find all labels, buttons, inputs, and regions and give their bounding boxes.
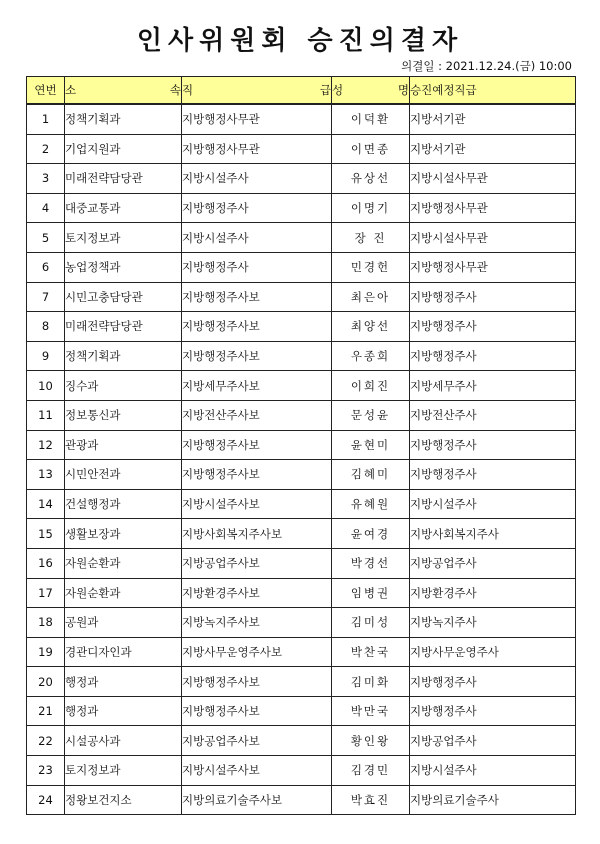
row-dept: 토지정보과	[65, 223, 182, 253]
row-grade: 지방시설주사보	[182, 756, 332, 786]
row-promo: 지방공업주사	[410, 726, 576, 756]
row-dept: 행정과	[65, 696, 182, 726]
row-dept: 징수과	[65, 371, 182, 401]
table-row	[27, 134, 576, 164]
header-name: 성 명	[332, 77, 410, 105]
row-dept: 시민고충담당관	[65, 282, 182, 312]
row-number: 4	[27, 193, 65, 223]
row-promo: 지방행정주사	[410, 696, 576, 726]
header-no: 연번	[27, 77, 65, 105]
row-grade: 지방사무운영주사보	[182, 637, 332, 667]
row-dept: 자원순환과	[65, 548, 182, 578]
table-row	[27, 667, 576, 697]
row-promo: 지방시설주사	[410, 489, 576, 519]
row-number: 9	[27, 341, 65, 371]
row-grade: 지방전산주사보	[182, 400, 332, 430]
table-row	[27, 400, 576, 430]
row-number: 11	[27, 400, 65, 430]
promotion-table	[26, 76, 576, 815]
row-number: 23	[27, 756, 65, 786]
row-promo: 지방서기관	[410, 104, 576, 134]
row-grade: 지방행정주사	[182, 193, 332, 223]
row-promo: 지방사무운영주사	[410, 637, 576, 667]
row-grade: 지방행정주사보	[182, 312, 332, 342]
row-grade: 지방의료기술주사보	[182, 785, 332, 815]
row-dept: 생활보장과	[65, 519, 182, 549]
row-name: 박효진	[332, 785, 410, 815]
row-grade: 지방시설주사	[182, 164, 332, 194]
resolution-date: 의결일 : 2021.12.24.(금) 10:00	[401, 59, 572, 73]
page-title: 인사위원회 승진의결자	[136, 26, 464, 56]
row-name: 이명기	[332, 193, 410, 223]
row-grade: 지방시설주사	[182, 223, 332, 253]
table-row	[27, 164, 576, 194]
row-number: 1	[27, 104, 65, 134]
row-promo: 지방시설사무관	[410, 223, 576, 253]
header-dept: 소 속	[65, 77, 182, 105]
table-row	[27, 785, 576, 815]
row-promo: 지방행정주사	[410, 667, 576, 697]
row-name: 유상선	[332, 164, 410, 194]
row-name: 민경헌	[332, 252, 410, 282]
row-dept: 관광과	[65, 430, 182, 460]
row-name: 김혜미	[332, 460, 410, 490]
row-number: 21	[27, 696, 65, 726]
table-row	[27, 341, 576, 371]
row-promo: 지방서기관	[410, 134, 576, 164]
row-number: 20	[27, 667, 65, 697]
table-row	[27, 223, 576, 253]
table-row	[27, 756, 576, 786]
row-dept: 대중교통과	[65, 193, 182, 223]
table-row	[27, 489, 576, 519]
row-grade: 지방시설주사보	[182, 489, 332, 519]
row-promo: 지방전산주사	[410, 400, 576, 430]
table-row	[27, 696, 576, 726]
row-grade: 지방행정주사보	[182, 460, 332, 490]
row-number: 14	[27, 489, 65, 519]
row-name: 장 진	[332, 223, 410, 253]
row-number: 17	[27, 578, 65, 608]
row-dept: 토지정보과	[65, 756, 182, 786]
row-dept: 건설행정과	[65, 489, 182, 519]
row-number: 12	[27, 430, 65, 460]
row-dept: 미래전략담당관	[65, 312, 182, 342]
row-promo: 지방행정주사	[410, 282, 576, 312]
row-grade: 지방행정주사보	[182, 696, 332, 726]
row-number: 7	[27, 282, 65, 312]
table-row	[27, 548, 576, 578]
row-dept: 공원과	[65, 608, 182, 638]
table-row	[27, 282, 576, 312]
row-promo: 지방녹지주사	[410, 608, 576, 638]
table-row	[27, 252, 576, 282]
row-grade: 지방행정주사	[182, 252, 332, 282]
row-promo: 지방행정주사	[410, 460, 576, 490]
row-number: 6	[27, 252, 65, 282]
row-grade: 지방사회복지주사보	[182, 519, 332, 549]
row-grade: 지방공업주사보	[182, 548, 332, 578]
row-number: 3	[27, 164, 65, 194]
header-promo: 승진예정직급	[410, 77, 576, 105]
row-promo: 지방행정주사	[410, 341, 576, 371]
row-name: 최은아	[332, 282, 410, 312]
row-number: 16	[27, 548, 65, 578]
row-grade: 지방세무주사보	[182, 371, 332, 401]
table-row	[27, 371, 576, 401]
row-number: 22	[27, 726, 65, 756]
row-name: 박찬국	[332, 637, 410, 667]
table-row	[27, 637, 576, 667]
row-name: 박경선	[332, 548, 410, 578]
row-dept: 시민안전과	[65, 460, 182, 490]
row-dept: 미래전략담당관	[65, 164, 182, 194]
row-promo: 지방사회복지주사	[410, 519, 576, 549]
row-number: 15	[27, 519, 65, 549]
row-number: 2	[27, 134, 65, 164]
table-row	[27, 726, 576, 756]
table-row	[27, 312, 576, 342]
row-name: 황인왕	[332, 726, 410, 756]
row-dept: 시설공사과	[65, 726, 182, 756]
row-dept: 행정과	[65, 667, 182, 697]
row-name: 윤현미	[332, 430, 410, 460]
row-grade: 지방행정사무관	[182, 104, 332, 134]
row-promo: 지방행정사무관	[410, 252, 576, 282]
row-promo: 지방시설주사	[410, 756, 576, 786]
row-number: 8	[27, 312, 65, 342]
row-name: 김경민	[332, 756, 410, 786]
row-dept: 정책기획과	[65, 104, 182, 134]
row-number: 18	[27, 608, 65, 638]
row-grade: 지방공업주사보	[182, 726, 332, 756]
row-number: 19	[27, 637, 65, 667]
row-promo: 지방공업주사	[410, 548, 576, 578]
row-name: 이면종	[332, 134, 410, 164]
row-name: 김미성	[332, 608, 410, 638]
row-grade: 지방행정주사보	[182, 282, 332, 312]
row-dept: 기업지원과	[65, 134, 182, 164]
row-dept: 정왕보건지소	[65, 785, 182, 815]
row-dept: 경관디자인과	[65, 637, 182, 667]
row-dept: 농업정책과	[65, 252, 182, 282]
table-body	[27, 104, 576, 815]
row-promo: 지방행정주사	[410, 312, 576, 342]
row-name: 문성윤	[332, 400, 410, 430]
table-row	[27, 430, 576, 460]
row-grade: 지방녹지주사보	[182, 608, 332, 638]
row-grade: 지방행정주사보	[182, 667, 332, 697]
row-grade: 지방환경주사보	[182, 578, 332, 608]
table-row	[27, 460, 576, 490]
table-header-row	[27, 77, 576, 105]
row-name: 박만국	[332, 696, 410, 726]
table-row	[27, 608, 576, 638]
row-name: 유혜원	[332, 489, 410, 519]
row-promo: 지방의료기술주사	[410, 785, 576, 815]
row-grade: 지방행정사무관	[182, 134, 332, 164]
row-dept: 자원순환과	[65, 578, 182, 608]
table-row	[27, 519, 576, 549]
row-number: 10	[27, 371, 65, 401]
row-promo: 지방환경주사	[410, 578, 576, 608]
row-grade: 지방행정주사보	[182, 341, 332, 371]
table-row	[27, 104, 576, 134]
row-name: 이희진	[332, 371, 410, 401]
row-promo: 지방행정주사	[410, 430, 576, 460]
row-number: 5	[27, 223, 65, 253]
row-name: 우종희	[332, 341, 410, 371]
row-name: 임병권	[332, 578, 410, 608]
table-row	[27, 578, 576, 608]
row-grade: 지방행정주사보	[182, 430, 332, 460]
row-name: 최양선	[332, 312, 410, 342]
row-name: 이덕환	[332, 104, 410, 134]
row-promo: 지방세무주사	[410, 371, 576, 401]
row-promo: 지방시설사무관	[410, 164, 576, 194]
row-number: 24	[27, 785, 65, 815]
row-dept: 정보통신과	[65, 400, 182, 430]
row-name: 김미화	[332, 667, 410, 697]
row-dept: 정책기획과	[65, 341, 182, 371]
header-grade: 직 급	[182, 77, 332, 105]
table-row	[27, 193, 576, 223]
row-promo: 지방행정사무관	[410, 193, 576, 223]
row-name: 윤여경	[332, 519, 410, 549]
row-number: 13	[27, 460, 65, 490]
